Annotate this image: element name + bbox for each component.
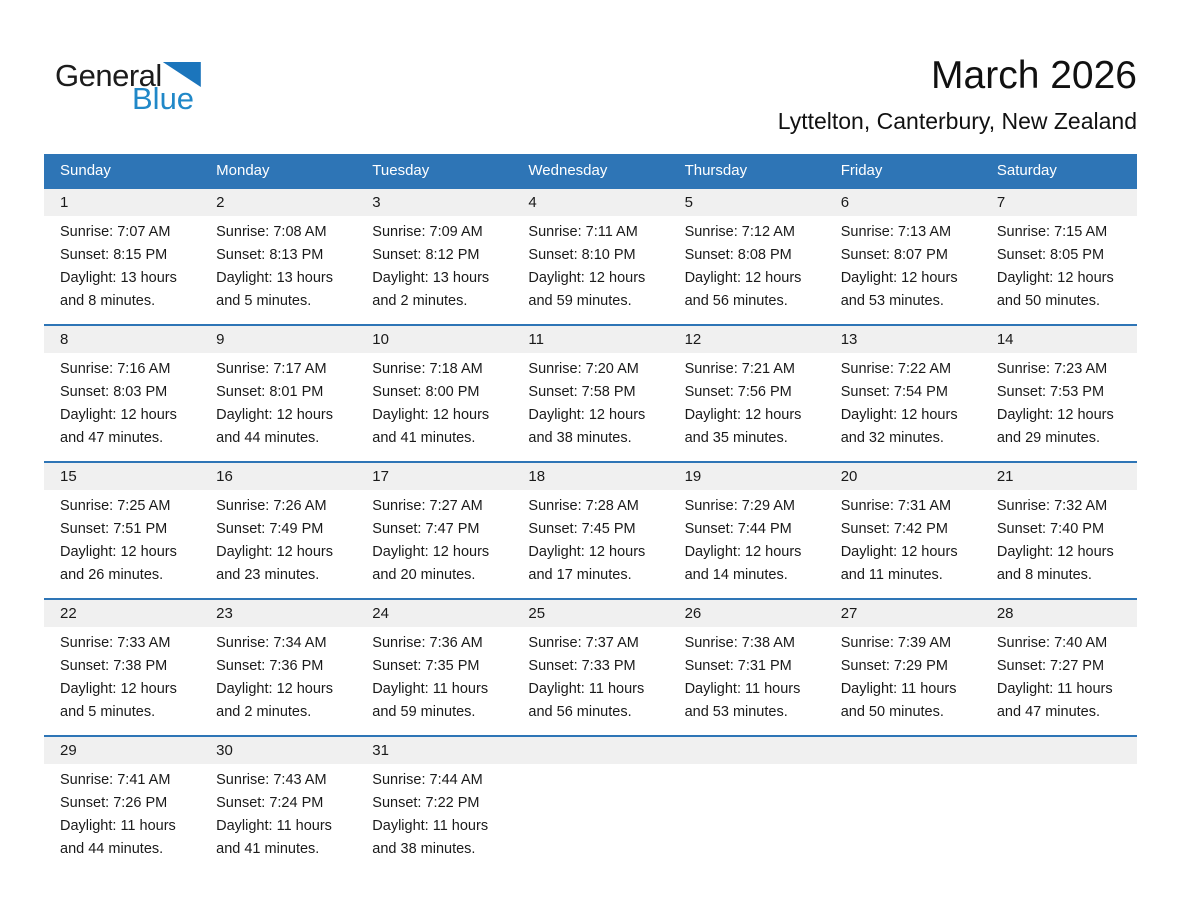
day-cell bbox=[200, 495, 356, 587]
empty-day-cell bbox=[825, 769, 981, 861]
logo-text-general: General bbox=[55, 58, 162, 93]
sunrise-text: Sunrise: 7:33 AM bbox=[60, 635, 171, 651]
weekday-header-thursday: Thursday bbox=[684, 162, 748, 179]
day-number: 18 bbox=[528, 468, 546, 485]
sunrise-text: Sunrise: 7:20 AM bbox=[528, 361, 639, 377]
day-cell bbox=[200, 221, 356, 313]
sunrise-text: Sunrise: 7:44 AM bbox=[372, 772, 483, 788]
sunset-text: Sunset: 7:29 PM bbox=[840, 658, 948, 674]
sunset-text: Sunset: 7:35 PM bbox=[372, 658, 480, 674]
weekday-header-monday: Monday bbox=[216, 162, 270, 179]
sunset-text: Sunset: 7:42 PM bbox=[840, 521, 948, 537]
day-number: 15 bbox=[60, 468, 77, 485]
month-title: March 2026 bbox=[931, 54, 1137, 97]
weekday-header-sunday: Sunday bbox=[60, 162, 111, 179]
sunset-text: Sunset: 8:05 PM bbox=[996, 247, 1105, 263]
daylight-text-line1: Daylight: 12 hours bbox=[216, 681, 334, 697]
daylight-text-line1: Daylight: 12 hours bbox=[840, 407, 958, 423]
week-row-1 bbox=[44, 187, 1137, 324]
sunrise-text: Sunrise: 7:13 AM bbox=[840, 224, 952, 240]
day-cell bbox=[669, 495, 825, 587]
day-cell bbox=[200, 358, 356, 450]
daylight-text-line1: Daylight: 11 hours bbox=[60, 818, 176, 834]
day-number: 30 bbox=[216, 742, 233, 759]
day-number: 10 bbox=[372, 331, 389, 348]
title-block bbox=[778, 54, 1137, 135]
day-cell bbox=[356, 221, 512, 313]
day-number: 25 bbox=[528, 605, 546, 622]
day-number: 13 bbox=[840, 331, 858, 348]
sunset-text: Sunset: 8:10 PM bbox=[528, 247, 636, 263]
calendar-table bbox=[44, 154, 1137, 872]
daylight-text-line1: Daylight: 12 hours bbox=[996, 270, 1114, 286]
location-subtitle: Lyttelton, Canterbury, New Zealand bbox=[777, 108, 1137, 134]
day-cell bbox=[356, 632, 512, 724]
day-number: 22 bbox=[60, 605, 77, 622]
empty-day-cell bbox=[981, 769, 1137, 861]
day-number: 27 bbox=[840, 605, 858, 622]
daylight-text-line2: and 53 minutes. bbox=[684, 704, 788, 720]
sunrise-text: Sunrise: 7:23 AM bbox=[996, 361, 1108, 377]
day-cell bbox=[44, 632, 200, 724]
daylight-text-line1: Daylight: 12 hours bbox=[528, 407, 646, 423]
sunset-text: Sunset: 7:44 PM bbox=[684, 521, 792, 537]
day-number-band bbox=[44, 189, 1137, 216]
day-number: 21 bbox=[996, 468, 1014, 485]
daylight-text-line2: and 59 minutes. bbox=[372, 704, 476, 720]
week-row-5 bbox=[44, 735, 1137, 872]
day-cell bbox=[825, 221, 981, 313]
week-content bbox=[44, 490, 1137, 598]
sunrise-text: Sunrise: 7:17 AM bbox=[216, 361, 327, 377]
daylight-text-line2: and 53 minutes. bbox=[840, 293, 944, 309]
day-cell bbox=[356, 769, 512, 861]
day-cell bbox=[44, 358, 200, 450]
sunrise-text: Sunrise: 7:37 AM bbox=[528, 635, 639, 651]
sunrise-text: Sunrise: 7:08 AM bbox=[216, 224, 327, 240]
week-content bbox=[44, 353, 1137, 461]
sunset-text: Sunset: 8:08 PM bbox=[684, 247, 792, 263]
sunset-text: Sunset: 7:53 PM bbox=[996, 384, 1105, 400]
sunrise-text: Sunrise: 7:34 AM bbox=[216, 635, 327, 651]
daylight-text-line2: and 14 minutes. bbox=[684, 567, 788, 583]
daylight-text-line1: Daylight: 11 hours bbox=[528, 681, 645, 697]
daylight-text-line2: and 41 minutes. bbox=[216, 841, 320, 857]
sunset-text: Sunset: 7:51 PM bbox=[60, 521, 168, 537]
daylight-text-line2: and 50 minutes. bbox=[840, 704, 944, 720]
sunrise-text: Sunrise: 7:32 AM bbox=[996, 498, 1108, 514]
daylight-text-line2: and 38 minutes. bbox=[528, 430, 632, 446]
sunset-text: Sunset: 8:00 PM bbox=[372, 384, 480, 400]
sunrise-text: Sunrise: 7:40 AM bbox=[996, 635, 1108, 651]
day-number: 3 bbox=[372, 194, 381, 211]
daylight-text-line1: Daylight: 11 hours bbox=[216, 818, 332, 834]
daylight-text-line1: Daylight: 13 hours bbox=[60, 270, 177, 286]
daylight-text-line1: Daylight: 12 hours bbox=[528, 270, 646, 286]
daylight-text-line2: and 32 minutes. bbox=[840, 430, 944, 446]
day-cell bbox=[981, 358, 1137, 450]
sunrise-text: Sunrise: 7:39 AM bbox=[840, 635, 952, 651]
daylight-text-line2: and 20 minutes. bbox=[372, 567, 476, 583]
sunset-text: Sunset: 7:22 PM bbox=[372, 795, 480, 811]
day-cell bbox=[512, 495, 668, 587]
daylight-text-line2: and 44 minutes. bbox=[216, 430, 320, 446]
day-cell bbox=[669, 221, 825, 313]
sunrise-text: Sunrise: 7:36 AM bbox=[372, 635, 483, 651]
day-cell bbox=[825, 358, 981, 450]
sunset-text: Sunset: 7:47 PM bbox=[372, 521, 480, 537]
logo-text-blue: Blue bbox=[132, 81, 195, 116]
sunset-text: Sunset: 8:12 PM bbox=[372, 247, 480, 263]
daylight-text-line2: and 26 minutes. bbox=[60, 567, 164, 583]
sunrise-text: Sunrise: 7:22 AM bbox=[840, 361, 952, 377]
week-row-3 bbox=[44, 461, 1137, 598]
daylight-text-line2: and 29 minutes. bbox=[996, 430, 1101, 446]
sunset-text: Sunset: 7:24 PM bbox=[216, 795, 324, 811]
daylight-text-line2: and 44 minutes. bbox=[60, 841, 164, 857]
day-number: 31 bbox=[372, 742, 389, 759]
sunrise-text: Sunrise: 7:12 AM bbox=[684, 224, 795, 240]
calendar-weeks bbox=[44, 187, 1137, 872]
day-number: 14 bbox=[996, 331, 1014, 348]
general-blue-logo bbox=[55, 58, 201, 117]
sunrise-text: Sunrise: 7:07 AM bbox=[60, 224, 171, 240]
sunrise-text: Sunrise: 7:18 AM bbox=[372, 361, 483, 377]
sunset-text: Sunset: 8:03 PM bbox=[60, 384, 168, 400]
weekday-header-tuesday: Tuesday bbox=[372, 162, 430, 179]
sunset-text: Sunset: 7:27 PM bbox=[996, 658, 1105, 674]
day-number: 1 bbox=[60, 194, 69, 211]
daylight-text-line1: Daylight: 11 hours bbox=[684, 681, 801, 697]
sunset-text: Sunset: 7:56 PM bbox=[684, 384, 792, 400]
daylight-text-line2: and 8 minutes. bbox=[60, 293, 156, 309]
day-cell bbox=[356, 358, 512, 450]
sunset-text: Sunset: 7:40 PM bbox=[996, 521, 1105, 537]
sunrise-text: Sunrise: 7:11 AM bbox=[528, 224, 638, 240]
day-cell bbox=[356, 495, 512, 587]
daylight-text-line1: Daylight: 12 hours bbox=[372, 544, 490, 560]
daylight-text-line1: Daylight: 11 hours bbox=[372, 818, 489, 834]
day-cell bbox=[512, 632, 668, 724]
sunset-text: Sunset: 8:15 PM bbox=[60, 247, 168, 263]
sunrise-text: Sunrise: 7:15 AM bbox=[996, 224, 1108, 240]
day-cell bbox=[669, 632, 825, 724]
day-cell bbox=[44, 769, 200, 861]
day-number: 24 bbox=[372, 605, 389, 622]
weekday-header-wednesday: Wednesday bbox=[528, 162, 608, 179]
daylight-text-line2: and 17 minutes. bbox=[528, 567, 632, 583]
day-number: 20 bbox=[840, 468, 858, 485]
day-number: 19 bbox=[684, 468, 702, 485]
sunrise-text: Sunrise: 7:43 AM bbox=[216, 772, 327, 788]
sunset-text: Sunset: 7:45 PM bbox=[528, 521, 636, 537]
daylight-text-line2: and 59 minutes. bbox=[528, 293, 632, 309]
day-number: 6 bbox=[840, 194, 850, 211]
sunrise-text: Sunrise: 7:26 AM bbox=[216, 498, 327, 514]
day-cell bbox=[981, 495, 1137, 587]
day-number: 4 bbox=[528, 194, 537, 211]
day-number: 12 bbox=[684, 331, 702, 348]
sunrise-text: Sunrise: 7:09 AM bbox=[372, 224, 483, 240]
day-number: 29 bbox=[60, 742, 77, 759]
sunrise-text: Sunrise: 7:28 AM bbox=[528, 498, 639, 514]
daylight-text-line2: and 11 minutes. bbox=[840, 567, 943, 583]
daylight-text-line1: Daylight: 12 hours bbox=[684, 270, 802, 286]
daylight-text-line1: Daylight: 12 hours bbox=[528, 544, 646, 560]
daylight-text-line1: Daylight: 13 hours bbox=[216, 270, 334, 286]
sunset-text: Sunset: 7:49 PM bbox=[216, 521, 324, 537]
day-number: 5 bbox=[684, 194, 693, 211]
daylight-text-line1: Daylight: 12 hours bbox=[216, 544, 334, 560]
daylight-text-line2: and 2 minutes. bbox=[372, 293, 468, 309]
daylight-text-line1: Daylight: 12 hours bbox=[996, 544, 1114, 560]
sunset-text: Sunset: 8:07 PM bbox=[840, 247, 948, 263]
empty-day-cell bbox=[512, 769, 668, 861]
day-number: 26 bbox=[684, 605, 702, 622]
daylight-text-line2: and 47 minutes. bbox=[60, 430, 164, 446]
daylight-text-line2: and 8 minutes. bbox=[996, 567, 1092, 583]
sunrise-text: Sunrise: 7:38 AM bbox=[684, 635, 795, 651]
sunset-text: Sunset: 7:31 PM bbox=[684, 658, 792, 674]
daylight-text-line1: Daylight: 12 hours bbox=[60, 681, 177, 697]
daylight-text-line1: Daylight: 12 hours bbox=[60, 544, 177, 560]
sunrise-text: Sunrise: 7:16 AM bbox=[60, 361, 171, 377]
daylight-text-line2: and 2 minutes. bbox=[216, 704, 312, 720]
day-number: 28 bbox=[996, 605, 1014, 622]
sunrise-text: Sunrise: 7:29 AM bbox=[684, 498, 795, 514]
day-number-band bbox=[44, 326, 1137, 353]
sunrise-text: Sunrise: 7:31 AM bbox=[840, 498, 952, 514]
week-content bbox=[44, 627, 1137, 735]
daylight-text-line2: and 5 minutes. bbox=[216, 293, 312, 309]
day-cell bbox=[512, 358, 668, 450]
week-content bbox=[44, 764, 1137, 872]
day-number-band bbox=[44, 463, 1137, 490]
sunset-text: Sunset: 7:54 PM bbox=[840, 384, 948, 400]
week-row-4 bbox=[44, 598, 1137, 735]
day-cell bbox=[44, 495, 200, 587]
daylight-text-line1: Daylight: 11 hours bbox=[372, 681, 489, 697]
day-cell bbox=[669, 358, 825, 450]
sunset-text: Sunset: 7:26 PM bbox=[60, 795, 168, 811]
daylight-text-line1: Daylight: 12 hours bbox=[840, 544, 958, 560]
day-number: 2 bbox=[216, 194, 225, 211]
daylight-text-line1: Daylight: 12 hours bbox=[840, 270, 958, 286]
day-number: 7 bbox=[996, 194, 1006, 211]
empty-day-cell bbox=[669, 769, 825, 861]
daylight-text-line2: and 5 minutes. bbox=[60, 704, 156, 720]
sunrise-text: Sunrise: 7:25 AM bbox=[60, 498, 171, 514]
day-number: 9 bbox=[216, 331, 225, 348]
day-cell bbox=[200, 769, 356, 861]
sunset-text: Sunset: 8:13 PM bbox=[216, 247, 324, 263]
day-cell bbox=[200, 632, 356, 724]
daylight-text-line1: Daylight: 12 hours bbox=[372, 407, 490, 423]
daylight-text-line1: Daylight: 11 hours bbox=[996, 681, 1113, 697]
weekday-header-saturday: Saturday bbox=[996, 162, 1057, 179]
daylight-text-line2: and 56 minutes. bbox=[684, 293, 788, 309]
daylight-text-line2: and 23 minutes. bbox=[216, 567, 320, 583]
day-cell bbox=[825, 495, 981, 587]
daylight-text-line1: Daylight: 12 hours bbox=[684, 407, 802, 423]
weekday-header-row bbox=[44, 154, 1137, 187]
daylight-text-line1: Daylight: 12 hours bbox=[996, 407, 1114, 423]
day-cell bbox=[981, 221, 1137, 313]
day-number: 17 bbox=[372, 468, 389, 485]
sunset-text: Sunset: 7:58 PM bbox=[528, 384, 636, 400]
day-number-band bbox=[44, 737, 1137, 764]
week-row-2 bbox=[44, 324, 1137, 461]
daylight-text-line2: and 41 minutes. bbox=[372, 430, 476, 446]
daylight-text-line1: Daylight: 11 hours bbox=[840, 681, 957, 697]
day-number: 16 bbox=[216, 468, 233, 485]
daylight-text-line1: Daylight: 12 hours bbox=[60, 407, 177, 423]
daylight-text-line1: Daylight: 12 hours bbox=[684, 544, 802, 560]
day-cell bbox=[512, 221, 668, 313]
sunrise-text: Sunrise: 7:27 AM bbox=[372, 498, 483, 514]
day-cell bbox=[44, 221, 200, 313]
weekday-header-friday: Friday bbox=[840, 162, 883, 179]
week-content bbox=[44, 216, 1137, 324]
daylight-text-line1: Daylight: 13 hours bbox=[372, 270, 490, 286]
sunset-text: Sunset: 7:33 PM bbox=[528, 658, 636, 674]
daylight-text-line1: Daylight: 12 hours bbox=[216, 407, 334, 423]
day-number: 11 bbox=[528, 331, 544, 348]
day-number: 23 bbox=[216, 605, 233, 622]
sunset-text: Sunset: 7:36 PM bbox=[216, 658, 324, 674]
daylight-text-line2: and 56 minutes. bbox=[528, 704, 632, 720]
daylight-text-line2: and 47 minutes. bbox=[996, 704, 1101, 720]
sunrise-text: Sunrise: 7:21 AM bbox=[684, 361, 795, 377]
sunset-text: Sunset: 7:38 PM bbox=[60, 658, 168, 674]
daylight-text-line2: and 38 minutes. bbox=[372, 841, 476, 857]
sunrise-text: Sunrise: 7:41 AM bbox=[60, 772, 171, 788]
day-number: 8 bbox=[60, 331, 69, 348]
daylight-text-line2: and 50 minutes. bbox=[996, 293, 1101, 309]
day-cell bbox=[825, 632, 981, 724]
day-cell bbox=[981, 632, 1137, 724]
daylight-text-line2: and 35 minutes. bbox=[684, 430, 788, 446]
sunset-text: Sunset: 8:01 PM bbox=[216, 384, 324, 400]
day-number-band bbox=[44, 600, 1137, 627]
